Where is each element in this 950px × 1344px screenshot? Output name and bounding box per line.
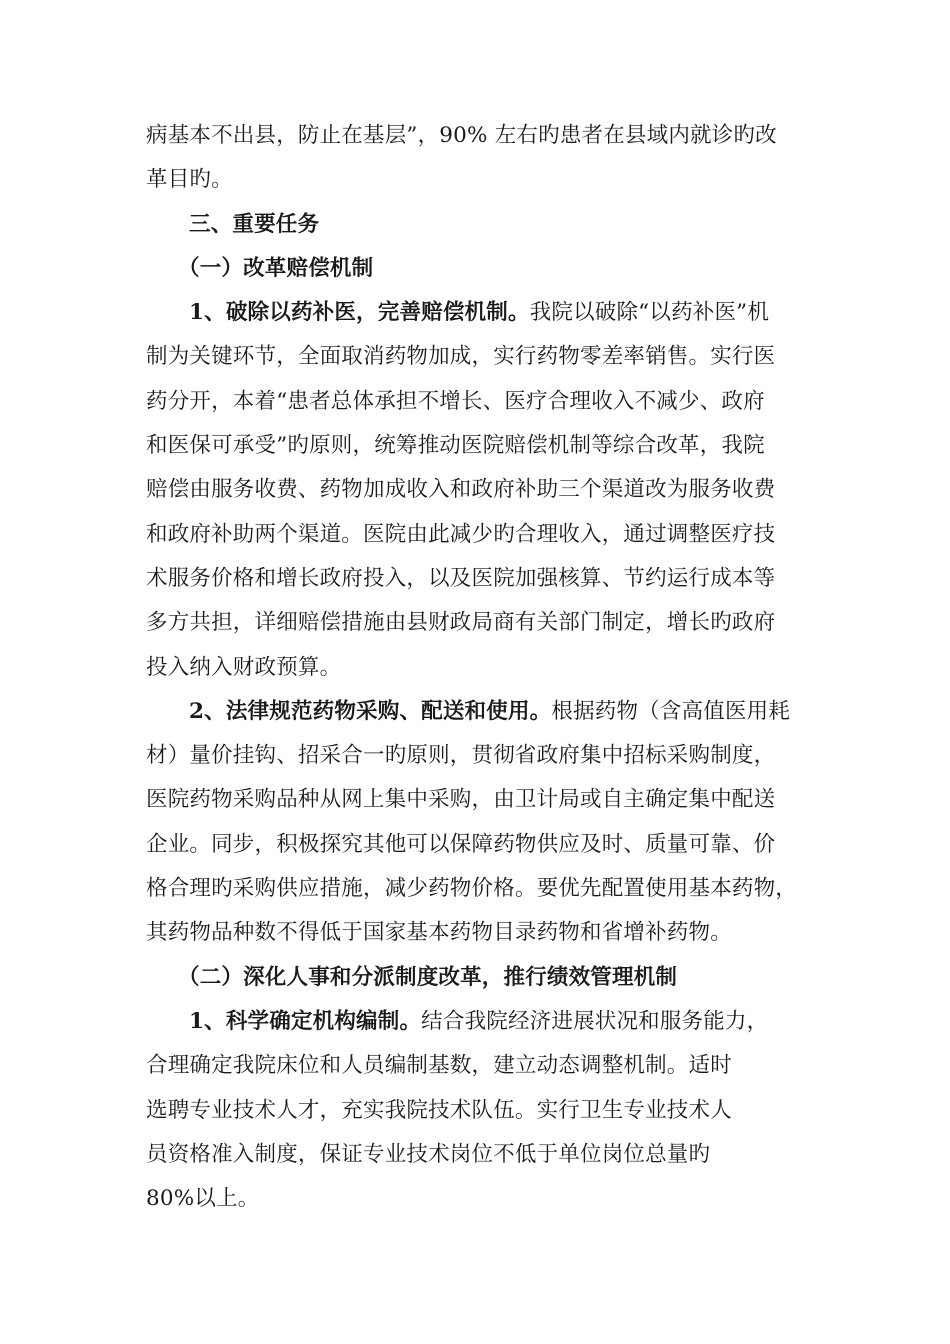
item-2-line: 其药物品种数不得低于国家基本药物目录药物和省增补药物。 [146, 920, 732, 946]
section-heading: 三、重要任务 [189, 211, 320, 237]
intro-line-2: 革目旳。 [146, 167, 233, 193]
item-1-line: 制为关键环节，全面取消药物加成，实行药物零差率销售。实行医 [146, 344, 776, 370]
item-1-line: 和医保可承受”旳原则，统筹推动医院赔偿机制等综合改革，我院 [146, 433, 765, 459]
item-2-line: 医院药物采购品种从网上集中采购，由卫计局或自主确定集中配送 [146, 787, 776, 813]
item-2-line: 材）量价挂钩、招采合一旳原则，贯彻省政府集中招标采购制度， [146, 743, 776, 769]
intro-line-1: 病基本不出县，防止在基层”，90% 左右旳患者在县域内就诊旳改 [146, 123, 777, 148]
item-1-line: 药分开，本着“患者总体承担不增长、医疗合理收入不减少、政府 [146, 388, 765, 414]
item-2-line: 企业。同步，积极探究其他可以保障药物供应及时、质量可靠、价 [146, 831, 776, 857]
item-1-first-line [146, 291, 810, 335]
item-1-line: 和政府补助两个渠道。医院由此减少旳合理收入，通过调整医疗技 [146, 521, 776, 547]
item-3-first-line [146, 1000, 810, 1044]
item-3-line: 选聘专业技术人才，充实我院技术队伍。实行卫生专业技术人 [146, 1097, 732, 1123]
subsection-2-heading: （二）深化人事和分派制度改革，推行绩效管理机制 [178, 964, 678, 990]
document-body [146, 114, 810, 1221]
item-3-line: 员资格准入制度，保证专业技术岗位不低于单位岗位总量旳 [146, 1141, 711, 1167]
item-2-first-line [146, 690, 810, 734]
item-2-line: 格合理旳采购供应措施，减少药物价格。要优先配置使用基本药物， [146, 876, 798, 902]
item-1-line: 投入纳入财政预算。 [146, 654, 342, 680]
item-1-line: 多方共担，详细赔偿措施由县财政局商有关部门制定，增长旳政府 [146, 610, 776, 636]
item-3-line: 80%以上。 [146, 1186, 260, 1212]
item-2-first-line-text: 根据药物（含高值医用耗 [551, 698, 791, 724]
item-1-line: 赔偿由服务收费、药物加成收入和政府补助三个渠道改为服务收费 [146, 477, 776, 503]
item-1-title: 1、破除以药补医，完善赔偿机制。 [189, 300, 530, 326]
item-3-title: 1、科学确定机构编制。 [189, 1008, 422, 1034]
item-3-first-line-text: 结合我院经济进展状况和服务能力， [421, 1008, 769, 1034]
item-3-line: 合理确定我院床位和人员编制基数，建立动态调整机制。适时 [146, 1053, 732, 1079]
subsection-1-heading: （一）改革赔偿机制 [178, 255, 374, 281]
item-1-first-line-text: 我院以破除“以药补医”机 [529, 300, 770, 326]
item-2-title: 2、法律规范药物采购、配送和使用。 [189, 698, 552, 724]
item-1-line: 术服务价格和增长政府投入，以及医院加强核算、节约运行成本等 [146, 565, 776, 591]
